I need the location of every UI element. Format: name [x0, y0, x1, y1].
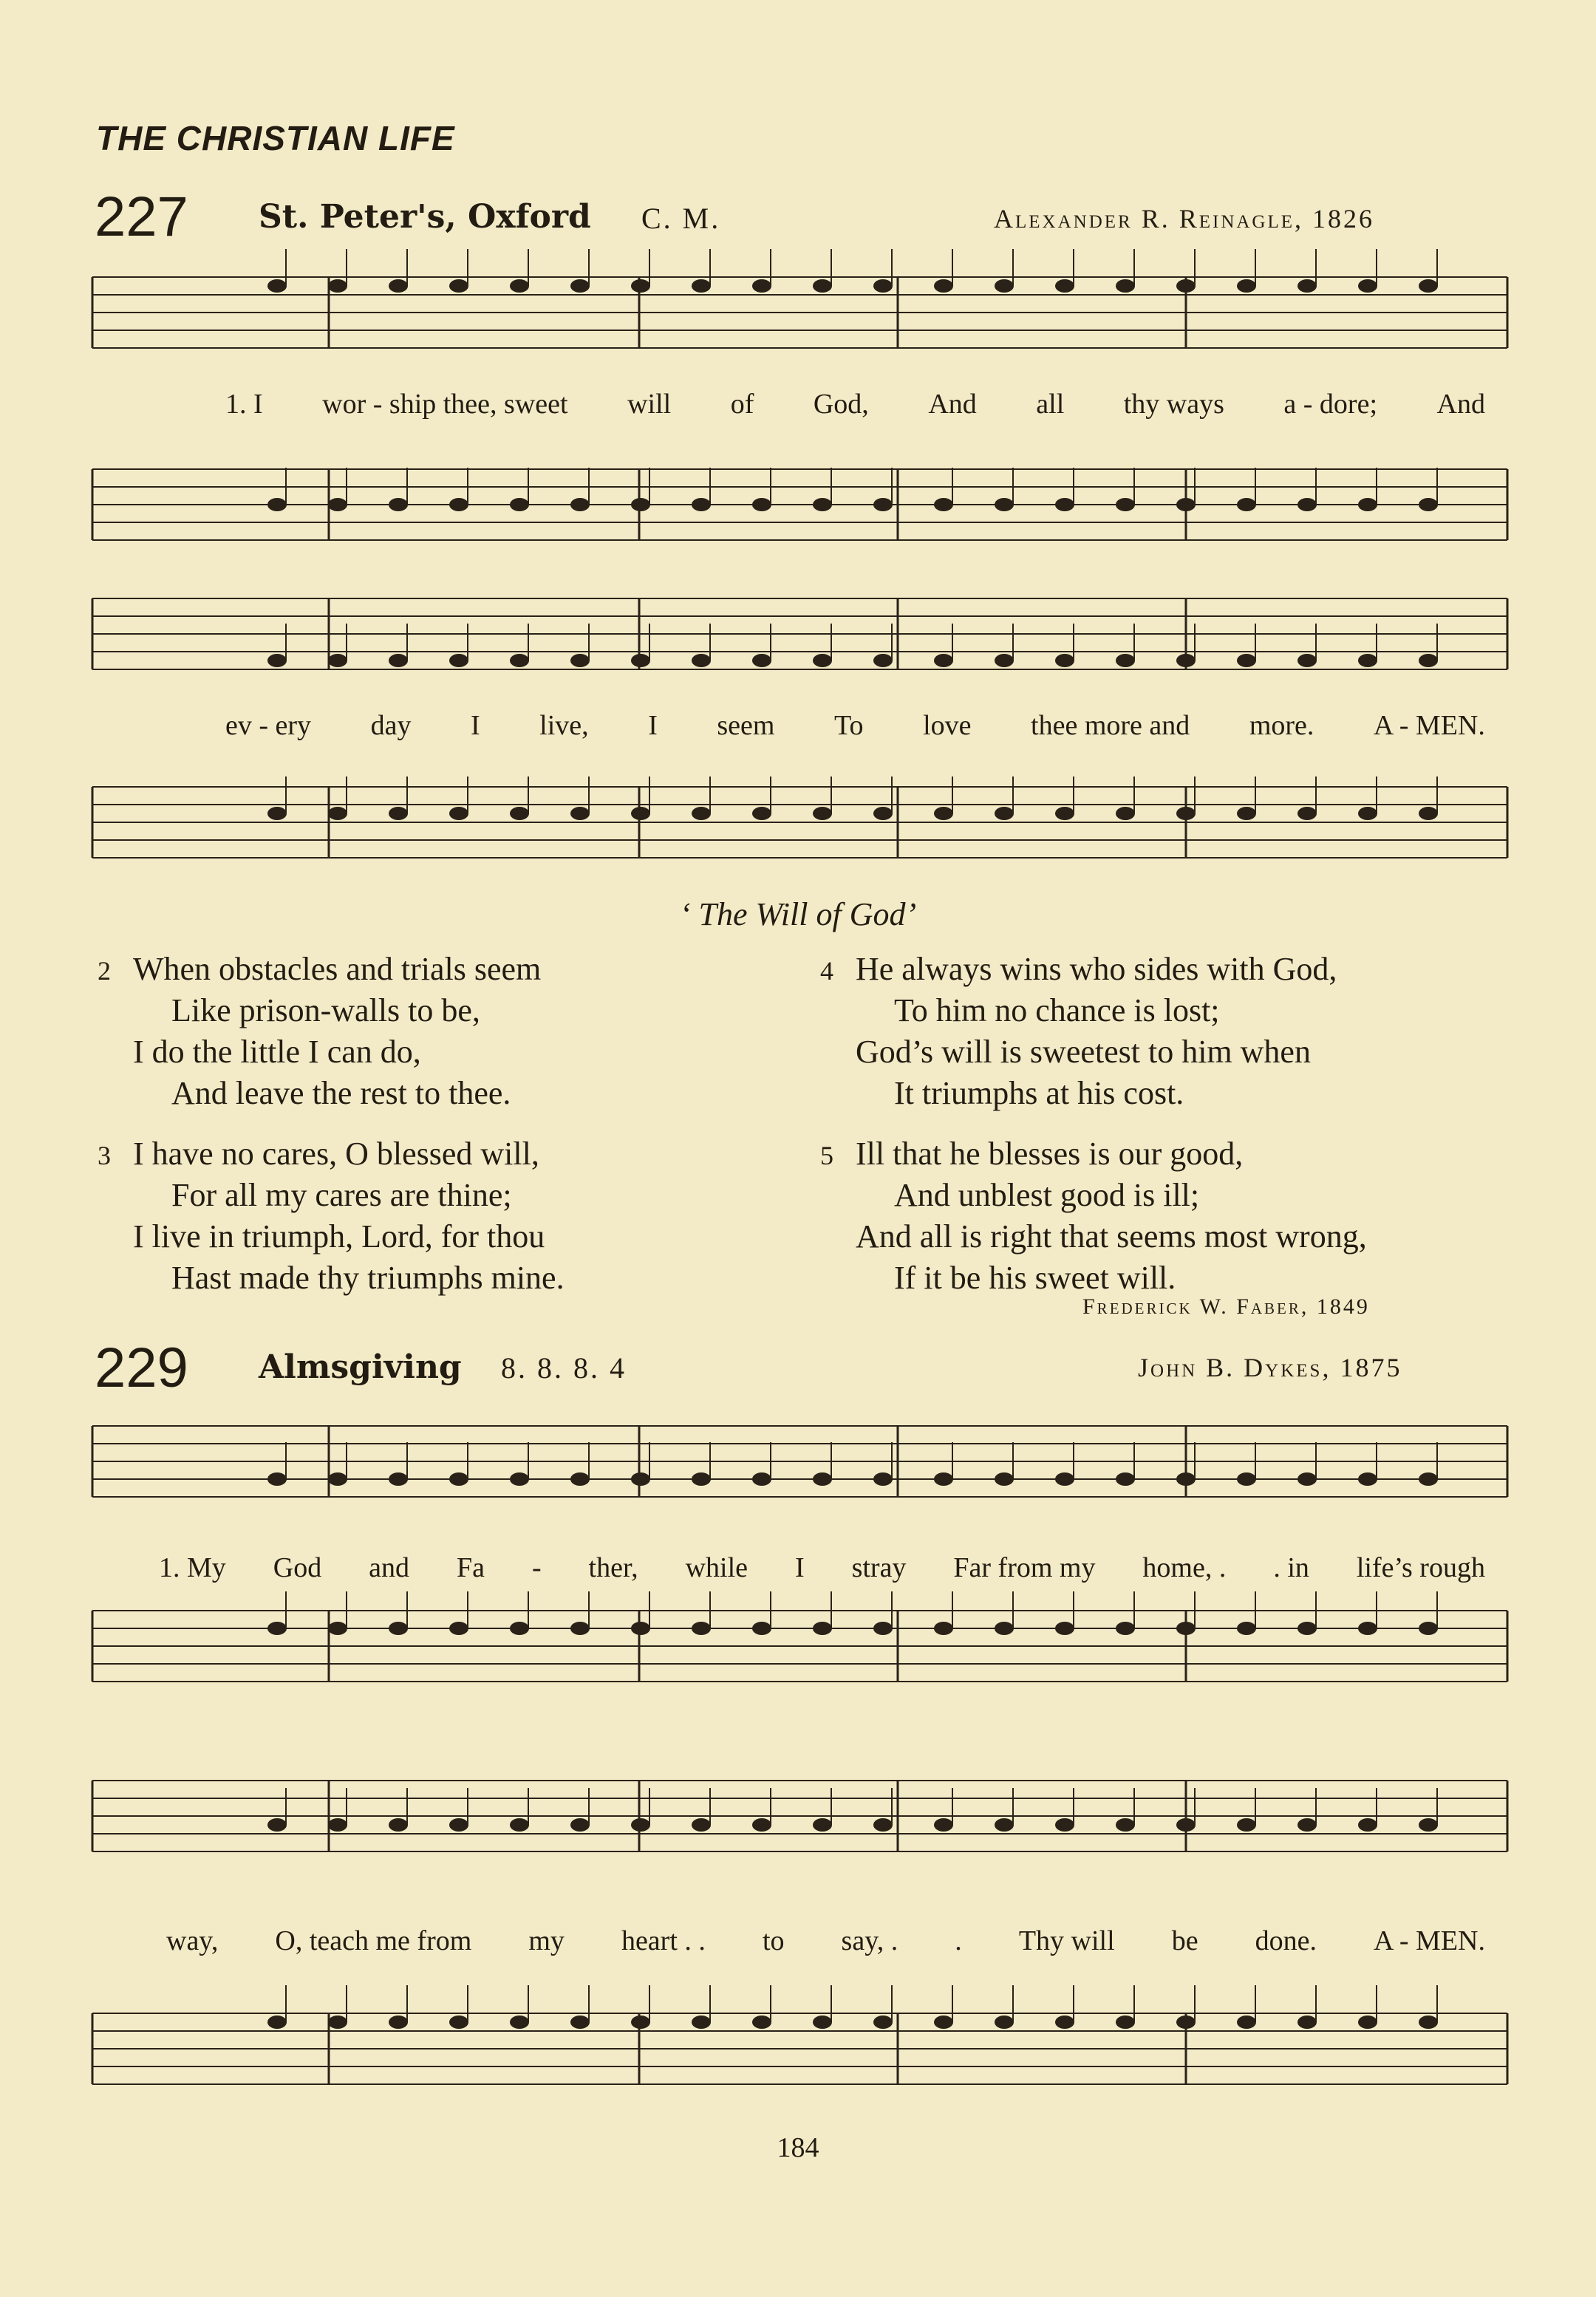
note-head	[510, 1818, 529, 1832]
lyric: all	[1036, 389, 1065, 420]
note-head	[631, 2016, 650, 2029]
note-head	[1297, 498, 1317, 511]
note-head	[449, 807, 468, 820]
hymn-227-bass-staff-2	[92, 787, 1507, 858]
note-head	[1116, 498, 1135, 511]
note-head	[389, 654, 408, 667]
note-head	[752, 498, 771, 511]
verse-line: God’s will is sweetest to him when	[856, 1034, 1311, 1070]
note-head	[1297, 654, 1317, 667]
verse-number: 5	[820, 1141, 833, 1170]
note-head	[1419, 1472, 1438, 1486]
note-head	[328, 279, 347, 293]
lyric: stray	[851, 1552, 907, 1583]
hymn-229-lyrics-2	[92, 1925, 1507, 1957]
note-head	[873, 279, 893, 293]
lyric: ther,	[588, 1552, 638, 1583]
note-head	[692, 2016, 711, 2029]
note-head	[1237, 1818, 1256, 1832]
note-head	[692, 498, 711, 511]
note-head	[510, 654, 529, 667]
lyric: to	[762, 1925, 785, 1956]
note-head	[692, 1818, 711, 1832]
note-head	[873, 1818, 893, 1832]
note-head	[510, 2016, 529, 2029]
note-head	[813, 2016, 832, 2029]
note-head	[1116, 2016, 1135, 2029]
verse-line: He always wins who sides with God,	[856, 951, 1337, 987]
note-head	[873, 2016, 893, 2029]
note-head	[1419, 279, 1438, 293]
note-head	[873, 654, 893, 667]
note-head	[570, 2016, 590, 2029]
verse-line: If it be his sweet will.	[894, 1260, 1176, 1296]
verse-line: And all is right that seems most wrong,	[856, 1218, 1367, 1255]
lyric: live,	[539, 710, 589, 741]
verse-line: For all my cares are thine;	[171, 1177, 512, 1213]
note-head	[510, 279, 529, 293]
note-head	[1297, 2016, 1317, 2029]
note-head	[1116, 1818, 1135, 1832]
note-head	[1419, 2016, 1438, 2029]
lyric: And	[928, 389, 977, 420]
note-head	[692, 654, 711, 667]
note-head	[1237, 654, 1256, 667]
note-head	[752, 1472, 771, 1486]
verse-line: I do the little I can do,	[133, 1034, 421, 1070]
note-head	[1237, 279, 1256, 293]
note-head	[752, 807, 771, 820]
lyric: more.	[1249, 710, 1314, 741]
lyric: Thy will	[1018, 1925, 1115, 1956]
note-head	[1358, 2016, 1377, 2029]
verse-4	[820, 949, 1337, 1114]
verse-3	[98, 1133, 565, 1299]
hymn-227-treble-staff-1	[92, 277, 1507, 348]
note-head	[1419, 807, 1438, 820]
note-head	[1055, 807, 1074, 820]
note-head	[995, 1472, 1014, 1486]
note-head	[631, 1472, 650, 1486]
note-head	[1358, 1818, 1377, 1832]
staff-lines	[92, 1781, 1507, 1851]
note-head	[1176, 1472, 1196, 1486]
staff-lines	[92, 277, 1507, 348]
note-head	[328, 1622, 347, 1635]
lyric: I	[648, 710, 658, 741]
note-head	[267, 1818, 287, 1832]
section-title: THE CHRISTIAN LIFE	[96, 119, 455, 157]
hymn-229-meter: 8. 8. 8. 4	[501, 1351, 627, 1385]
lyric: thy ways	[1123, 389, 1224, 420]
note-head	[995, 2016, 1014, 2029]
lyric: day	[370, 710, 412, 741]
note-head	[934, 1472, 953, 1486]
lyric: A - MEN.	[1373, 710, 1485, 741]
lyric: 1. I	[225, 389, 263, 420]
note-head	[570, 1622, 590, 1635]
verse-2	[98, 949, 542, 1114]
hymn-227-subtitle: ‘ The Will of God’	[679, 896, 917, 932]
lyric: Far from my	[953, 1552, 1096, 1583]
lyric: O, teach me from	[275, 1925, 472, 1956]
note-head	[449, 654, 468, 667]
note-head	[267, 498, 287, 511]
note-head	[873, 807, 893, 820]
note-head	[389, 2016, 408, 2029]
note-head	[389, 1622, 408, 1635]
note-head	[1358, 807, 1377, 820]
note-head	[1237, 498, 1256, 511]
note-head	[995, 654, 1014, 667]
note-head	[934, 279, 953, 293]
hymn-229-bass-staff-1	[92, 1611, 1507, 1682]
note-head	[510, 807, 529, 820]
lyric: I	[794, 1552, 805, 1583]
lyric: will	[627, 389, 672, 420]
note-head	[692, 1472, 711, 1486]
note-head	[1358, 498, 1377, 511]
lyric: God,	[813, 389, 869, 420]
note-head	[1176, 2016, 1196, 2029]
note-head	[570, 1818, 590, 1832]
note-head	[1116, 279, 1135, 293]
note-head	[1419, 498, 1438, 511]
note-head	[873, 1622, 893, 1635]
note-head	[328, 1818, 347, 1832]
note-head	[692, 279, 711, 293]
note-head	[1116, 1622, 1135, 1635]
note-head	[1237, 1622, 1256, 1635]
note-head	[1419, 1622, 1438, 1635]
note-head	[631, 279, 650, 293]
note-head	[813, 279, 832, 293]
lyric: way,	[166, 1925, 219, 1956]
verse-line: Ill that he blesses is our good,	[856, 1136, 1244, 1172]
hymn-227-composer: Alexander R. Reinagle, 1826	[994, 204, 1375, 233]
note-head	[631, 1622, 650, 1635]
note-head	[449, 1818, 468, 1832]
note-head	[752, 1622, 771, 1635]
note-head	[1176, 498, 1196, 511]
note-head	[1116, 807, 1135, 820]
note-head	[995, 807, 1014, 820]
note-head	[510, 1622, 529, 1635]
note-head	[1055, 1818, 1074, 1832]
note-head	[631, 807, 650, 820]
note-head	[570, 279, 590, 293]
note-head	[631, 654, 650, 667]
note-head	[1237, 2016, 1256, 2029]
lyric: done.	[1255, 1925, 1317, 1956]
note-head	[328, 654, 347, 667]
note-head	[934, 1622, 953, 1635]
verse-line: I live in triumph, Lord, for thou	[133, 1218, 545, 1255]
note-head	[813, 1472, 832, 1486]
hymn-229-composer: John B. Dykes, 1875	[1138, 1353, 1402, 1382]
note-head	[267, 279, 287, 293]
lyric: I	[470, 710, 480, 741]
lyric: . in	[1273, 1552, 1309, 1583]
lyric: seem	[717, 710, 775, 741]
verse-number: 3	[98, 1141, 111, 1170]
lyric: And	[1436, 389, 1485, 420]
note-head	[1055, 279, 1074, 293]
note-head	[1419, 654, 1438, 667]
note-head	[1055, 1622, 1074, 1635]
hymn-227-author: Frederick W. Faber, 1849	[1082, 1294, 1370, 1319]
lyric: and	[369, 1552, 410, 1583]
note-head	[389, 1472, 408, 1486]
note-head	[813, 654, 832, 667]
note-head	[510, 1472, 529, 1486]
verse-line: To him no chance is lost;	[894, 992, 1220, 1028]
note-head	[328, 498, 347, 511]
hymn-227-meter: C. M.	[641, 202, 721, 235]
note-head	[1358, 279, 1377, 293]
lyric: To	[833, 710, 864, 741]
hymn-227-lyrics-2	[92, 709, 1507, 742]
lyric: home, .	[1142, 1552, 1227, 1583]
note-head	[1358, 654, 1377, 667]
staff-lines	[92, 1611, 1507, 1682]
note-head	[389, 1818, 408, 1832]
note-head	[934, 654, 953, 667]
note-head	[1297, 1622, 1317, 1635]
lyric: 1. My	[159, 1552, 226, 1583]
note-head	[570, 1472, 590, 1486]
hymn-229-number: 229	[95, 1337, 188, 1399]
lyric: while	[685, 1552, 748, 1583]
note-head	[267, 1622, 287, 1635]
note-head	[1055, 654, 1074, 667]
note-head	[631, 498, 650, 511]
note-head	[1358, 1622, 1377, 1635]
note-head	[328, 1472, 347, 1486]
note-head	[570, 498, 590, 511]
verse-line: When obstacles and trials seem	[133, 951, 542, 987]
lyric: love	[923, 710, 972, 741]
hymn-229-treble-staff-2	[92, 1781, 1507, 1851]
note-head	[813, 807, 832, 820]
note-head	[1055, 498, 1074, 511]
verse-5	[820, 1133, 1367, 1299]
note-head	[752, 279, 771, 293]
note-head	[934, 498, 953, 511]
lyric: of	[730, 389, 754, 420]
note-head	[389, 498, 408, 511]
verse-line: It triumphs at his cost.	[894, 1075, 1184, 1111]
lyric: heart . .	[621, 1925, 706, 1956]
note-head	[1116, 1472, 1135, 1486]
hymn-229-tune: Almsgiving	[259, 1348, 462, 1386]
verse-number: 4	[820, 956, 833, 986]
verse-number: 2	[98, 956, 111, 986]
verse-line: Hast made thy triumphs mine.	[171, 1260, 565, 1296]
note-head	[752, 654, 771, 667]
note-head	[631, 1818, 650, 1832]
lyric: wor - ship thee, sweet	[322, 389, 568, 420]
note-head	[449, 1622, 468, 1635]
staff-lines	[92, 787, 1507, 858]
note-head	[873, 1472, 893, 1486]
note-head	[1176, 1622, 1196, 1635]
note-head	[934, 2016, 953, 2029]
note-head	[1297, 1472, 1317, 1486]
hymn-227-tune: St. Peter's, Oxford	[259, 198, 591, 236]
note-head	[1116, 654, 1135, 667]
staff-lines	[92, 2013, 1507, 2084]
hymn-227-number: 227	[95, 185, 188, 248]
note-head	[1237, 1472, 1256, 1486]
note-head	[389, 807, 408, 820]
staff-lines	[92, 469, 1507, 540]
lyric: a - dore;	[1283, 389, 1378, 420]
verse-line: I have no cares, O blessed will,	[133, 1136, 539, 1172]
note-head	[1297, 279, 1317, 293]
hymn-229-bass-staff-2	[92, 2013, 1507, 2084]
note-head	[813, 1622, 832, 1635]
note-head	[1055, 2016, 1074, 2029]
note-head	[813, 498, 832, 511]
note-head	[389, 279, 408, 293]
note-head	[692, 807, 711, 820]
staff-lines	[92, 598, 1507, 669]
note-head	[1176, 654, 1196, 667]
note-head	[449, 1472, 468, 1486]
verse-line: And unblest good is ill;	[894, 1177, 1200, 1213]
note-head	[1358, 1472, 1377, 1486]
note-head	[449, 279, 468, 293]
hymn-229-lyrics-1	[92, 1552, 1507, 1584]
note-head	[267, 807, 287, 820]
note-head	[1176, 807, 1196, 820]
note-head	[1297, 1818, 1317, 1832]
note-head	[995, 1622, 1014, 1635]
lyric: -	[531, 1552, 542, 1583]
note-head	[449, 2016, 468, 2029]
note-head	[873, 498, 893, 511]
lyric: my	[528, 1925, 565, 1956]
note-head	[752, 2016, 771, 2029]
note-head	[752, 1818, 771, 1832]
note-head	[1055, 1472, 1074, 1486]
hymn-227-lyrics-1	[92, 388, 1507, 420]
note-head	[1176, 1818, 1196, 1832]
hymn-229-treble-staff-1	[92, 1426, 1507, 1497]
note-head	[510, 498, 529, 511]
note-head	[995, 279, 1014, 293]
verse-line: And leave the rest to thee.	[171, 1075, 511, 1111]
hymn-227-bass-staff-1	[92, 469, 1507, 540]
verse-line: Like prison-walls to be,	[171, 992, 480, 1028]
lyric: .	[955, 1925, 962, 1956]
lyric: life’s rough	[1356, 1552, 1485, 1583]
note-head	[1297, 807, 1317, 820]
staff-lines	[92, 1426, 1507, 1497]
note-head	[328, 2016, 347, 2029]
note-head	[692, 1622, 711, 1635]
note-head	[934, 1818, 953, 1832]
note-head	[813, 1818, 832, 1832]
hymn-227-treble-staff-2	[92, 598, 1507, 669]
note-head	[267, 654, 287, 667]
page-number: 184	[777, 2132, 819, 2163]
note-head	[328, 807, 347, 820]
note-head	[995, 498, 1014, 511]
note-head	[267, 1472, 287, 1486]
note-head	[267, 2016, 287, 2029]
lyric: ev - ery	[225, 710, 312, 741]
lyric: God	[273, 1552, 322, 1583]
note-head	[449, 498, 468, 511]
lyric: say, .	[841, 1925, 898, 1956]
note-head	[934, 807, 953, 820]
note-head	[570, 654, 590, 667]
note-head	[570, 807, 590, 820]
note-head	[1237, 807, 1256, 820]
note-head	[1419, 1818, 1438, 1832]
note-head	[1176, 279, 1196, 293]
lyric: thee more and	[1031, 710, 1190, 741]
note-head	[995, 1818, 1014, 1832]
lyric: A - MEN.	[1374, 1925, 1485, 1956]
lyric: Fa	[456, 1552, 485, 1583]
lyric: be	[1171, 1925, 1198, 1956]
